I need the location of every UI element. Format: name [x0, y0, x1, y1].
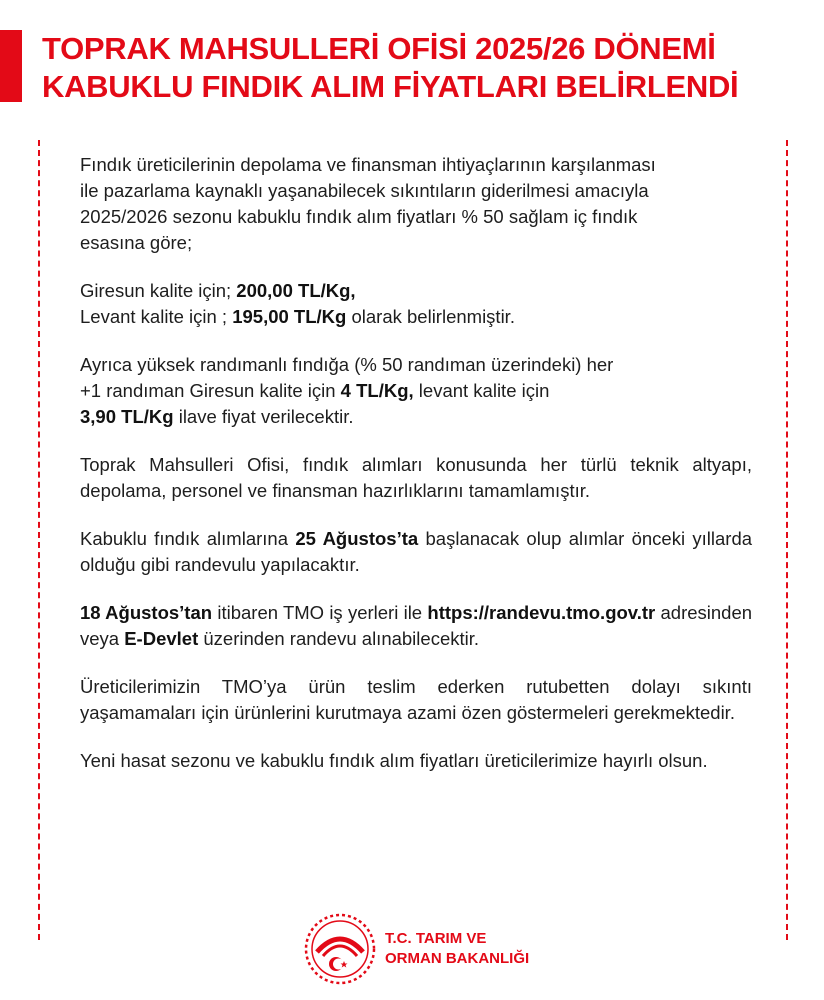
paragraph-closing: Yeni hasat sezonu ve kabuklu fındık alım fiyatları üreticilerimize hayırlı olsun.	[80, 750, 708, 771]
ministry-footer	[303, 912, 529, 986]
levant-price: 195,00 TL/Kg	[232, 306, 347, 327]
appointment-date: 18 Ağustos’tan	[80, 602, 213, 623]
announcement-body	[80, 152, 752, 796]
levant-bonus: 3,90 TL/Kg	[80, 406, 174, 427]
edevlet-label: E-Devlet	[124, 628, 199, 649]
accent-bar	[0, 30, 22, 102]
paragraph-moisture: Üreticilerimizin TMO’ya ürün teslim ederken rutubetten dolayı sıkıntı yaşamamaları için ürünlerini kurutmaya azami özen göstermeleri gerekmektedir.	[80, 676, 752, 723]
title-line-2: KABUKLU FINDIK ALIM FİYATLARI BELİRLENDİ	[42, 69, 739, 104]
ministry-logo-icon	[303, 912, 377, 986]
dashed-border-left	[38, 140, 40, 940]
title-line-1: TOPRAK MAHSULLERİ OFİSİ 2025/26 DÖNEMİ	[42, 31, 716, 66]
appointment-link[interactable]: https://randevu.tmo.gov.tr	[427, 602, 656, 623]
paragraph-start-date: Kabuklu fındık alımlarına 25 Ağustos’ta başlanacak olup alımlar önceki yıllarda olduğu gibi randevulu yapılacaktır.	[80, 528, 753, 575]
paragraph-preparations: Toprak Mahsulleri Ofisi, fındık alımları konusunda her türlü teknik altyapı, depolama, personel ve finansman hazırlıklarını tamamlamıştır.	[80, 454, 752, 501]
paragraph-appointment: 18 Ağustos’tan itibaren TMO iş yerleri ile https://randevu.tmo.gov.tr adresinden veya E-Devlet üzerinden randevu alınabilecektir.	[80, 602, 753, 649]
paragraph-bonus: Ayrıca yüksek randımanlı fındığa (% 50 randıman üzerindeki) her +1 randıman Giresun kalite için 4 TL/Kg, levant kalite için 3,90 TL/Kg ilave fiyat verilecektir.	[80, 354, 614, 427]
paragraph-intro: Fındık üreticilerinin depolama ve finansman ihtiyaçlarının karşılanması ile pazarlama kaynaklı yaşanabilecek sıkıntıların giderilmesi amacıyla 2025/2026 sezonu kabuklu fındık alım fiyatları % 50 sağlam iç fındık esasına göre;	[80, 154, 656, 253]
start-date: 25 Ağustos’ta	[295, 528, 419, 549]
giresun-price: 200,00 TL/Kg,	[236, 280, 356, 301]
ministry-name: T.C. TARIM VE ORMAN BAKANLIĞI	[385, 930, 530, 967]
paragraph-prices: Giresun kalite için; 200,00 TL/Kg, Levant kalite için ; 195,00 TL/Kg olarak belirlenmiştir.	[80, 280, 515, 327]
dashed-border-right	[786, 140, 788, 940]
page-title	[42, 30, 812, 106]
giresun-bonus: 4 TL/Kg,	[340, 380, 414, 401]
